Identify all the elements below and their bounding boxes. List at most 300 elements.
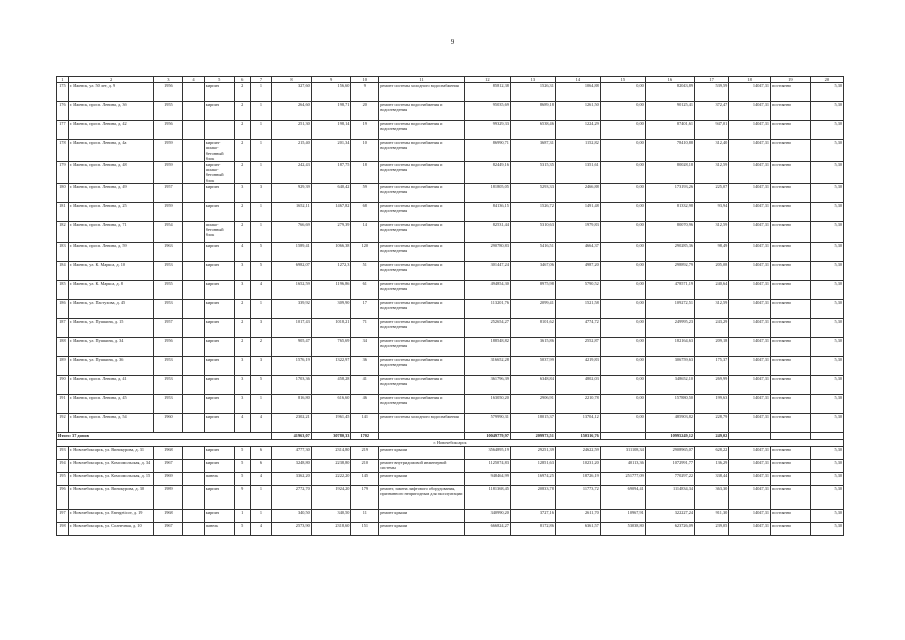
table-cell: 2908965,07	[645, 446, 694, 459]
table-cell: кирпич-шлако-бетонный блок	[204, 140, 234, 162]
table-cell: 191	[57, 394, 69, 413]
table-row	[57, 318, 844, 337]
table-cell: г. Ижевск, просп. Ленина, д. 42	[68, 121, 154, 140]
table-cell: 145	[351, 472, 379, 485]
table-cell: ремонт внутридомовой инженерной системы	[379, 459, 465, 472]
table-cell: кирпич	[204, 394, 234, 413]
table-cell: 3362,20	[272, 472, 312, 485]
table-cell: 2772,70	[272, 485, 312, 509]
table-cell: постоянно	[771, 121, 811, 140]
table-cell: 2210,78	[555, 394, 600, 413]
table-cell: 1955	[154, 102, 183, 121]
table-cell: ремонт системы водоснабжения и водоотведения	[379, 394, 465, 413]
table-cell: 3467,06	[510, 261, 555, 280]
table-cell: 71	[351, 318, 379, 337]
table-cell: 363,30	[695, 485, 729, 509]
column-number: 7	[250, 77, 271, 83]
column-number: 3	[154, 77, 183, 83]
table-cell: 2611,70	[555, 509, 600, 522]
table-cell: 4	[234, 413, 250, 432]
table-cell: 1960	[154, 413, 183, 432]
table-cell: кирпич	[204, 280, 234, 299]
table-cell: 666824,27	[464, 522, 510, 535]
table-cell: 205,08	[695, 261, 729, 280]
table-cell: 156,60	[311, 83, 351, 102]
table-cell: 5,30	[810, 522, 843, 535]
table-cell: 911,30	[695, 509, 729, 522]
table-cell: 34	[351, 337, 379, 356]
table-cell: 3	[234, 183, 250, 202]
table-cell: 5037,99	[510, 356, 555, 375]
table-cell: 5416,51	[510, 242, 555, 261]
table-cell	[183, 202, 204, 221]
table-cell: 340990,20	[464, 509, 510, 522]
table-cell: 181	[57, 202, 69, 221]
table-cell: постоянно	[771, 242, 811, 261]
table-cell: 3687,31	[510, 140, 555, 162]
table-cell: 46	[351, 394, 379, 413]
table-cell: 242,43	[272, 162, 312, 184]
table-row	[57, 375, 844, 394]
table-cell: 2	[234, 299, 250, 318]
table-cell: ремонт системы водоснабжения и водоотведения	[379, 140, 465, 162]
table-row	[57, 413, 844, 432]
table-row	[57, 183, 844, 202]
column-number: 12	[464, 77, 510, 83]
table-cell: 8975,98	[510, 280, 555, 299]
table-cell: 1969	[154, 472, 183, 485]
table-cell	[183, 446, 204, 459]
table-cell: 264,60	[272, 102, 312, 121]
table-cell: 1955	[154, 280, 183, 299]
table-cell: 8172,86	[510, 522, 555, 535]
table-cell: ремонт системы водоснабжения и водоотведения	[379, 202, 465, 221]
table-cell: 1	[250, 102, 271, 121]
table-cell: 11	[351, 509, 379, 522]
table-cell: 201,34	[311, 140, 351, 162]
table-cell: 0,00	[600, 394, 645, 413]
table-cell: 5	[234, 459, 250, 472]
table-cell: постоянно	[771, 485, 811, 509]
table-cell: 69094,41	[600, 485, 645, 509]
table-cell	[183, 509, 204, 522]
table-cell: 82043,89	[645, 83, 694, 102]
table-row	[57, 102, 844, 121]
table-cell: 770297,22	[645, 472, 694, 485]
table-cell: 2238,80	[311, 459, 351, 472]
table-cell: 179	[57, 162, 69, 184]
section-title: г. Новочебоксарск	[57, 439, 844, 446]
table-cell: 251777,09	[600, 472, 645, 485]
table-cell: 1	[250, 140, 271, 162]
table-cell	[183, 375, 204, 394]
table-cell: ремонт системы водоснабжения и водоотведения	[379, 162, 465, 184]
table-cell: 14047,31	[729, 375, 771, 394]
table-cell: 1979,83	[555, 221, 600, 242]
table-cell: 1954	[154, 221, 183, 242]
table-cell: постоянно	[771, 299, 811, 318]
table-row	[57, 394, 844, 413]
column-number: 15	[600, 77, 645, 83]
table-cell: 195	[57, 472, 69, 485]
table-cell: 14047,31	[729, 485, 771, 509]
table-cell: 3	[250, 356, 271, 375]
table-cell: 14047,31	[729, 242, 771, 261]
table-cell	[771, 432, 811, 439]
table-cell: г. Ижевск, ул. Пушкина, д. 36	[68, 356, 154, 375]
table-cell: 0,00	[600, 337, 645, 356]
column-number: 14	[555, 77, 600, 83]
table-cell: 239,05	[695, 522, 729, 535]
table-cell: 219	[351, 446, 379, 459]
table-cell: кирпич	[204, 183, 234, 202]
column-number: 17	[695, 77, 729, 83]
table-cell: 3248,80	[272, 459, 312, 472]
total-c16: 10995249,12	[645, 432, 694, 439]
table-cell: 14047,31	[729, 202, 771, 221]
table-cell: ремонт, замена лифтового оборудования, признанного непригодным для эксплуатации	[379, 485, 465, 509]
table-cell: панель	[204, 522, 234, 535]
table-cell: 14047,31	[729, 356, 771, 375]
table-cell: 16974,25	[510, 472, 555, 485]
table-cell	[183, 522, 204, 535]
table-cell: 1526,31	[510, 83, 555, 102]
table-cell: 279,39	[311, 221, 351, 242]
table-cell: постоянно	[771, 509, 811, 522]
table-cell: 173193,26	[645, 183, 694, 202]
table-cell: 2	[250, 337, 271, 356]
table-cell: 4664,37	[555, 242, 600, 261]
table-cell: 1967	[154, 522, 183, 535]
table-row	[57, 485, 844, 509]
table-cell: г. Ижевск, просп. Ленина, д. 54	[68, 413, 154, 432]
table-cell: 2222,20	[311, 472, 351, 485]
table-cell	[183, 183, 204, 202]
table-cell	[810, 432, 843, 439]
table-cell: 3727,16	[510, 509, 555, 522]
table-cell: 182164,63	[645, 337, 694, 356]
table-cell: 86990,71	[464, 140, 510, 162]
table-cell: ремонт системы водоснабжения и водоотведения	[379, 337, 465, 356]
table-cell: кирпич	[204, 509, 234, 522]
table-cell: 14047,31	[729, 221, 771, 242]
column-number: 18	[729, 77, 771, 83]
total-c13: 209973,51	[510, 432, 555, 439]
table-cell: г. Ижевск, просп. Ленина, д. 4а	[68, 140, 154, 162]
table-cell: 494854,30	[464, 280, 510, 299]
table-cell: 1953	[154, 299, 183, 318]
table-cell: 5,30	[810, 446, 843, 459]
table-cell: 2	[234, 202, 250, 221]
column-number: 2	[68, 77, 154, 83]
table-cell: 177	[57, 121, 69, 140]
table-cell: 1	[250, 509, 271, 522]
table-cell: 1521,58	[555, 299, 600, 318]
table-cell: 1491,48	[555, 202, 600, 221]
table-cell: 290285,36	[645, 242, 694, 261]
table-cell: г. Новочебоксарск, ул. Комсомольская, д. 15	[68, 472, 154, 485]
table-cell: 1351,61	[555, 162, 600, 184]
total-area: 41963,07	[272, 432, 312, 439]
table-cell: ремонт крыши	[379, 509, 465, 522]
table-cell: 6982,07	[272, 261, 312, 280]
table-cell: 184	[57, 261, 69, 280]
table-cell: 10967,91	[600, 509, 645, 522]
table-cell: 905,47	[272, 337, 312, 356]
table-cell	[183, 102, 204, 121]
table-cell: 316652,28	[464, 356, 510, 375]
table-cell: 141	[351, 413, 379, 432]
table-cell: 361796,39	[464, 375, 510, 394]
table-cell: кирпич	[204, 337, 234, 356]
table-cell: 1	[250, 121, 271, 140]
table-cell: 1018,21	[311, 318, 351, 337]
table-cell	[183, 485, 204, 509]
table-cell: 18726,19	[555, 472, 600, 485]
table-cell: 14047,31	[729, 183, 771, 202]
table-cell: кирпич	[204, 413, 234, 432]
table-cell: 947,01	[695, 121, 729, 140]
table-cell: 61	[351, 280, 379, 299]
table-cell: постоянно	[771, 261, 811, 280]
table-cell: 14047,31	[729, 261, 771, 280]
table-cell: 59	[351, 183, 379, 202]
table-cell: 5,30	[810, 356, 843, 375]
table-cell: 1703,36	[272, 375, 312, 394]
table-cell: 240,64	[695, 280, 729, 299]
table-cell: 14047,31	[729, 140, 771, 162]
table-cell: 5,30	[810, 375, 843, 394]
table-cell: 765,69	[311, 337, 351, 356]
table-cell: 312,59	[695, 299, 729, 318]
table-cell	[183, 121, 204, 140]
table-cell: 4	[234, 242, 250, 261]
table-cell: 0,00	[600, 140, 645, 162]
table-cell: 1956	[154, 121, 183, 140]
table-row	[57, 242, 844, 261]
table-cell: ремонт системы водоснабжения и водоотведения	[379, 375, 465, 394]
table-cell: кирпич	[204, 375, 234, 394]
table-cell: 5,30	[810, 183, 843, 202]
table-cell: 9	[234, 485, 250, 509]
table-row	[57, 509, 844, 522]
table-cell: 113201,76	[464, 299, 510, 318]
table-cell: 5293,33	[510, 183, 555, 202]
table-cell: 14047,31	[729, 318, 771, 337]
table-cell: 5,30	[810, 509, 843, 522]
table-cell: 948464,99	[464, 472, 510, 485]
table-cell	[183, 83, 204, 102]
total-c17: 249,02	[695, 432, 729, 439]
table-cell: 1066,38	[311, 242, 351, 261]
table-cell: 87401,61	[645, 121, 694, 140]
table-cell: 11773,72	[555, 485, 600, 509]
table-cell: 766,69	[272, 221, 312, 242]
table-cell: г. Ижевск, ул. Пушкина, д. 15	[68, 318, 154, 337]
table-cell: 1152,82	[555, 140, 600, 162]
table-cell: постоянно	[771, 221, 811, 242]
table-cell: 816,80	[272, 394, 312, 413]
table-row	[57, 459, 844, 472]
table-cell: 14047,31	[729, 121, 771, 140]
table-cell: 3	[250, 318, 271, 337]
table-cell: 209,18	[695, 337, 729, 356]
table-cell: постоянно	[771, 356, 811, 375]
table-cell: 190	[57, 375, 69, 394]
table-cell: 340,50	[272, 509, 312, 522]
table-cell: 322227,24	[645, 509, 694, 522]
table-cell: 269,99	[695, 375, 729, 394]
table-cell: 1961,45	[311, 413, 351, 432]
table-cell: 243,29	[695, 318, 729, 337]
table-cell: 1	[250, 221, 271, 242]
table-cell: 182	[57, 221, 69, 242]
table-cell: 2573,90	[272, 522, 312, 535]
table-cell: 1953	[154, 394, 183, 413]
table-cell: 24622,59	[555, 446, 600, 459]
table-cell: 4	[250, 280, 271, 299]
table-row	[57, 221, 844, 242]
table-cell: 4774,72	[555, 318, 600, 337]
table-cell: 193	[57, 446, 69, 459]
table-cell: 9	[351, 83, 379, 102]
table-cell: 1072991,77	[645, 459, 694, 472]
table-cell: 2	[234, 162, 250, 184]
column-number: 10	[351, 77, 379, 83]
table-cell: постоянно	[771, 318, 811, 337]
table-cell	[183, 140, 204, 162]
table-cell: ремонт системы водоснабжения и водоотведения	[379, 183, 465, 202]
table-cell: 0,00	[600, 413, 645, 432]
table-row	[57, 356, 844, 375]
table-cell: 5,30	[810, 459, 843, 472]
table-cell	[183, 394, 204, 413]
table-cell: 623726,09	[645, 522, 694, 535]
table-cell: 20833,78	[510, 485, 555, 509]
table-cell: 185	[57, 280, 69, 299]
table-cell: 198,71	[311, 102, 351, 121]
table-cell: 1956	[154, 83, 183, 102]
table-cell	[183, 356, 204, 375]
table-cell: 29251,39	[510, 446, 555, 459]
table-cell: постоянно	[771, 83, 811, 102]
table-cell: 5	[234, 522, 250, 535]
table-cell: 372,47	[695, 102, 729, 121]
table-cell: 14	[351, 221, 379, 242]
table-cell: г. Новочебоксарск, ул. Винокурова, д. 31	[68, 446, 154, 459]
table-cell: 0,00	[600, 221, 645, 242]
table-row	[57, 140, 844, 162]
table-cell: 1272,3	[311, 261, 351, 280]
table-cell: 1261,50	[555, 102, 600, 121]
table-cell: постоянно	[771, 102, 811, 121]
table-cell: 12851,63	[510, 459, 555, 472]
column-number: 4	[183, 77, 204, 83]
table-cell: 1953	[154, 375, 183, 394]
table-cell: 14047,31	[729, 280, 771, 299]
table-cell	[183, 337, 204, 356]
table-cell: ремонт крыши	[379, 472, 465, 485]
table-cell: 175	[57, 83, 69, 102]
table-cell: 5,30	[810, 280, 843, 299]
table-cell: 90125,41	[645, 102, 694, 121]
table-row	[57, 83, 844, 102]
table-cell: 312,59	[695, 162, 729, 184]
table-cell: ремонт системы водоснабжения и водоотведения	[379, 121, 465, 140]
table-row	[57, 162, 844, 184]
table-cell: 298892,79	[645, 261, 694, 280]
table-cell: 1957	[154, 318, 183, 337]
table-cell: постоянно	[771, 202, 811, 221]
table-cell: 14047,31	[729, 446, 771, 459]
table-cell: 2	[234, 121, 250, 140]
table-cell: 4802,03	[555, 375, 600, 394]
table-cell: 14047,31	[729, 102, 771, 121]
table-cell: 188	[57, 337, 69, 356]
table-cell: 309,90	[311, 299, 351, 318]
table-cell: 1	[250, 485, 271, 509]
table-row	[57, 280, 844, 299]
table-cell: 13704,12	[555, 413, 600, 432]
table-cell: кирпич	[204, 356, 234, 375]
table-cell: 290780,83	[464, 242, 510, 261]
table-cell: 306759,63	[645, 356, 694, 375]
table-cell: 1125074,83	[464, 459, 510, 472]
table-cell: г. Ижевск, ул. К. Маркса, д. 10	[68, 261, 154, 280]
table-cell: 312,40	[695, 140, 729, 162]
table-cell: г. Ижевск, просп. Ленина, д. 71	[68, 221, 154, 242]
table-cell: 1	[250, 162, 271, 184]
table-cell: 1	[250, 202, 271, 221]
table-cell: 198	[57, 522, 69, 535]
table-cell: 0,00	[600, 183, 645, 202]
table-cell: 1576,19	[272, 356, 312, 375]
table-cell: 327,60	[272, 83, 312, 102]
table-cell: 199,63	[695, 394, 729, 413]
table-cell: постоянно	[771, 183, 811, 202]
table-cell	[183, 242, 204, 261]
table-cell: 1956	[154, 337, 183, 356]
table-cell: 109272,51	[645, 299, 694, 318]
table-cell: 6	[250, 446, 271, 459]
table-cell: 5	[250, 261, 271, 280]
table-cell: ремонт системы водоснабжения и водоотведения	[379, 318, 465, 337]
table-cell: 6361,57	[555, 522, 600, 535]
table-cell: 95035,69	[464, 102, 510, 121]
table-cell: 1	[250, 299, 271, 318]
table-cell: 5,30	[810, 394, 843, 413]
total-row	[57, 432, 844, 439]
table-cell	[183, 472, 204, 485]
table-cell: 225,07	[695, 183, 729, 202]
table-cell: 210	[351, 459, 379, 472]
table-cell: ремонт системы водоснабжения и водоотведения	[379, 221, 465, 242]
table-row	[57, 337, 844, 356]
table-cell: 5,30	[810, 162, 843, 184]
table-cell: 579990,31	[464, 413, 510, 432]
table-cell: 215,40	[272, 140, 312, 162]
table-cell: 157880,50	[645, 394, 694, 413]
table-cell: 1064,88	[555, 83, 600, 102]
table-cell: 3	[234, 394, 250, 413]
table-cell: кирпич	[204, 446, 234, 459]
table-row	[57, 446, 844, 459]
table-cell: 0,00	[600, 299, 645, 318]
column-number: 5	[204, 77, 234, 83]
table-cell: ремонт системы водоснабжения и водоотведения	[379, 356, 465, 375]
table-cell: 228,79	[695, 413, 729, 432]
table-cell: постоянно	[771, 472, 811, 485]
